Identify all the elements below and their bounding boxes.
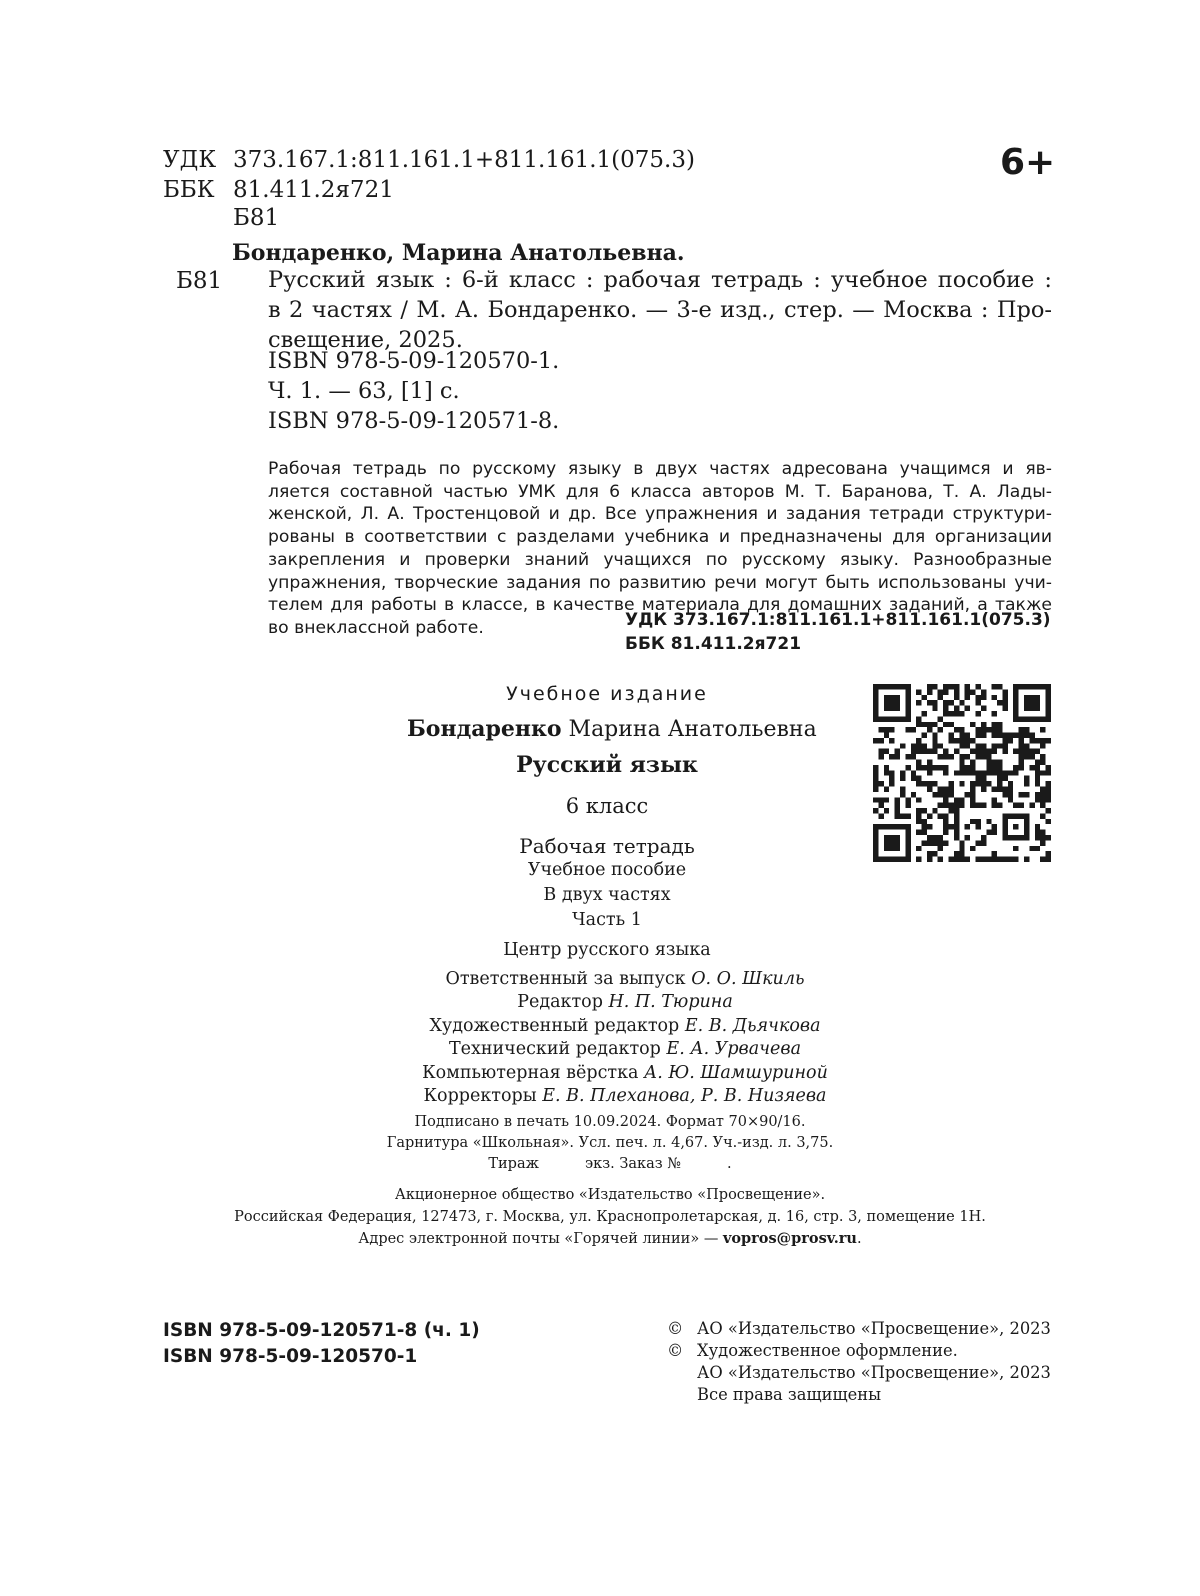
annotation-line: ляется составной частью УМК для 6 класса авторов М. Т. Баранова, Т. А. Лады-	[268, 481, 1052, 502]
edition-author	[407, 716, 817, 742]
part-info: Ч. 1. — 63, [1] с.	[268, 378, 460, 404]
publisher-name: Акционерное общество «Издательство «Просвещение».	[394, 1187, 826, 1203]
annotation-line: Рабочая тетрадь по русскому языку в двух частях адресована учащимся и яв-	[268, 459, 1052, 479]
staff-row: Художественный редактор Е. В. Дьячкова	[429, 1015, 821, 1036]
description-author: Бондаренко, Марина Анатольевна.	[232, 240, 685, 266]
staff-row: Компьютерная вёрстка А. Ю. Шамшуриной	[422, 1062, 828, 1083]
isbn-part: ISBN 978-5-09-120571-8.	[268, 408, 560, 434]
edition-author-first: Марина Анатольевна	[561, 717, 817, 742]
staff-row: Корректоры Е. В. Плеханова, Р. В. Низяева	[423, 1086, 827, 1107]
isbn-set: ISBN 978-5-09-120570-1.	[268, 348, 560, 374]
copyright-row: © Художественное оформление.	[667, 1341, 958, 1360]
staff-row: Ответственный за выпуск О. О. Шкиль	[445, 969, 805, 989]
description-line: свещение, 2025.	[268, 327, 463, 353]
author-mark: Б81	[233, 205, 280, 231]
annotation-line: женской, Л. А. Тростенцовой и др. Все упражнения и задания тетради структури-	[268, 504, 1052, 525]
bbk-label: ББК	[163, 177, 215, 203]
annotation-line: упражнения, творческие задания по развитию речи могут быть использованы учи-	[268, 572, 1052, 593]
isbn-bottom-part: ISBN 978-5-09-120571-8 (ч. 1)	[163, 1320, 480, 1341]
description-isbn-block	[268, 346, 559, 436]
right-udk: УДК 373.167.1:811.161.1+811.161.1(075.3)	[625, 610, 1051, 630]
edition-center: Центр русского языка	[503, 940, 711, 960]
publisher-info	[160, 1184, 1060, 1250]
udk-label: УДК	[163, 147, 217, 173]
copyright-row: Все права защищены	[697, 1385, 882, 1404]
description-line: Русский язык : 6-й класс : рабочая тетрадь : учебное пособие :	[268, 267, 1052, 293]
edition-title: Русский язык	[516, 752, 698, 778]
print-run: Тираж экз. Заказ № .	[488, 1156, 732, 1172]
age-rating: 6+	[1000, 142, 1056, 183]
copyright-icon: ©	[667, 1319, 684, 1338]
udk-row	[163, 145, 695, 175]
staff-row: Технический редактор Е. А. Урвачева	[448, 1039, 802, 1060]
edition-author-last: Бондаренко	[407, 716, 562, 742]
print-font: Гарнитура «Школьная». Усл. печ. л. 4,67. Уч.-изд. л. 3,75.	[386, 1135, 834, 1151]
staff-row: Редактор Н. П. Тюрина	[517, 992, 733, 1013]
right-bbk: ББК 81.411.2я721	[625, 634, 802, 654]
edition-type: Учебное издание	[506, 683, 708, 705]
edition-work: Рабочая тетрадь	[519, 834, 695, 858]
bbk-row	[163, 175, 394, 205]
right-catalog	[625, 608, 1051, 656]
udk-value: 373.167.1:811.161.1+811.161.1(075.3)	[233, 147, 695, 173]
description-line: в 2 частях / М. А. Бондаренко. — 3-е изд., стер. — Москва : Про-	[268, 297, 1052, 323]
isbn-bottom-set: ISBN 978-5-09-120570-1	[163, 1346, 418, 1367]
qr-code-icon	[873, 684, 1051, 862]
copyright-block	[667, 1318, 1051, 1406]
copyright-icon: ©	[667, 1341, 684, 1360]
isbn-bottom	[163, 1318, 480, 1370]
description-mark: Б81	[176, 268, 223, 294]
copyright-row: АО «Издательство «Просвещение», 2023	[697, 1363, 1051, 1382]
edition-part-number: Часть 1	[572, 910, 642, 930]
copyright-row: © АО «Издательство «Просвещение», 2023	[667, 1319, 1051, 1338]
publisher-address: Российская Федерация, 127473, г. Москва, ул. Краснопролетарская, д. 16, стр. 3, помещение 1Н.	[234, 1209, 986, 1225]
annotation-line: закрепления и проверки знаний учащихся по русскому языку. Разнообразные	[268, 549, 1052, 570]
annotation-line: рованы в соответствии с разделами учебника и предназначены для организации	[268, 527, 1052, 548]
edition-grade: 6 класс	[565, 794, 649, 818]
description-text	[268, 265, 1052, 355]
edition-parts: В двух частях	[543, 885, 671, 905]
author-mark-row	[163, 203, 279, 233]
publisher-email-row: Адрес электронной почты «Горячей линии» — vopros@prosv.ru.	[358, 1230, 862, 1247]
annotation-line: во внеклассной работе.	[268, 617, 484, 638]
bbk-value: 81.411.2я721	[233, 177, 394, 203]
print-signed: Подписано в печать 10.09.2024. Формат 70×90/16.	[414, 1114, 806, 1130]
print-info	[350, 1112, 870, 1175]
staff-list	[360, 968, 890, 1108]
edition-subtitle: Учебное пособие	[527, 860, 687, 880]
publisher-email[interactable]: vopros@prosv.ru	[722, 1230, 857, 1247]
annotation-line: телем для работы в классе, в качестве материала для домашних заданий, а также	[268, 595, 1052, 616]
